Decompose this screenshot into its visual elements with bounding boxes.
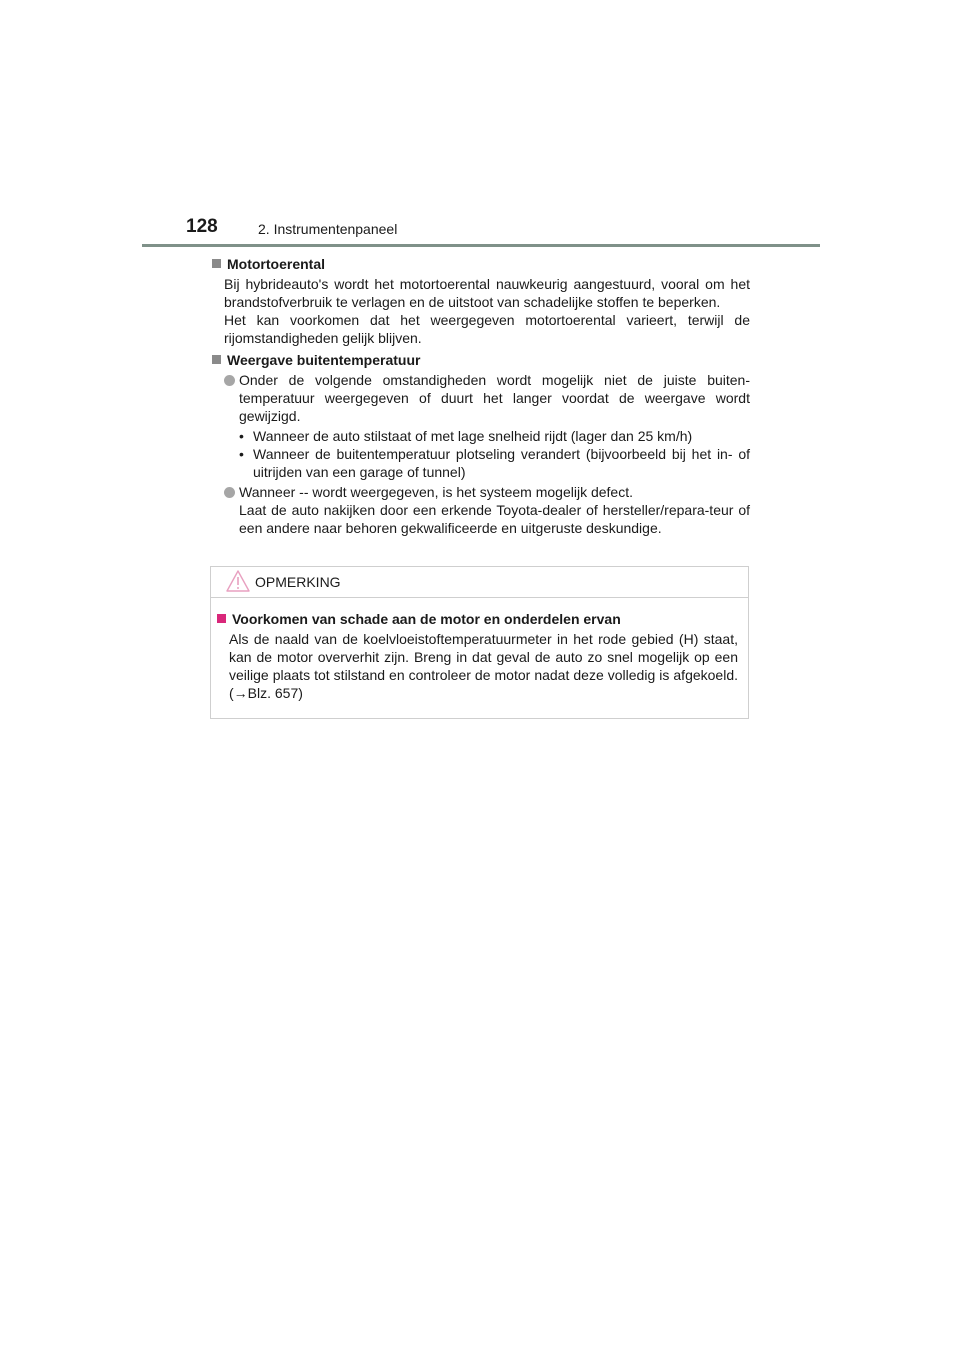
bullet-text-group xyxy=(239,483,750,537)
heading-row xyxy=(215,610,738,628)
main-content xyxy=(210,255,750,541)
heading-row xyxy=(210,351,750,369)
notice-header xyxy=(211,567,748,598)
square-bullet-icon xyxy=(212,355,221,364)
header-rule xyxy=(142,244,820,247)
section-motortoerental xyxy=(210,255,750,347)
bullet-text: Onder de volgende omstandigheden wordt mogelijk niet de juiste buiten-temperatuur weergegeven of duurt het langer voordat de weergave wordt gewijzigd. xyxy=(239,372,750,424)
dot-bullet-icon: • xyxy=(239,446,244,462)
sub-list xyxy=(237,427,750,481)
page-number: 128 xyxy=(186,216,218,237)
notice-label: OPMERKING xyxy=(255,574,341,590)
paragraph: Het kan voorkomen dat het weergegeven motortoerental varieert, terwijl de rijomstandigheden gelijk blijven. xyxy=(224,312,750,346)
notice-text: Als de naald van de koelvloeistoftemperatuurmeter in het rode gebied (H) staat, kan de motor oververhit zijn. Breng in dat geval de auto zo snel mogelijk op een veilige plaats tot stilstand en controleer de motor nadat deze volledig is afgekoeld. (→Blz. 657) xyxy=(229,631,738,701)
dot-bullet-icon: • xyxy=(239,428,244,444)
circle-bullet-icon xyxy=(224,375,235,386)
circle-bullet-item xyxy=(224,371,750,425)
page-header xyxy=(142,214,820,246)
circle-bullet-item xyxy=(224,483,750,537)
list-item xyxy=(237,427,750,445)
section-heading: Weergave buitentemperatuur xyxy=(227,352,421,368)
bullet-text: Wanneer -- wordt weergegeven, is het systeem mogelijk defect. xyxy=(239,484,633,500)
notice-box xyxy=(210,566,749,719)
circle-bullet-icon xyxy=(224,487,235,498)
section-heading: Motortoerental xyxy=(227,256,325,272)
list-item xyxy=(237,445,750,481)
section-title: 2. Instrumentenpaneel xyxy=(258,221,398,237)
warning-triangle-icon xyxy=(225,569,251,593)
list-item-text: Wanneer de buitentemperatuur plotseling verandert (bijvoorbeeld bij het in- of uitrijden van een garage of tunnel) xyxy=(253,446,750,480)
heading-row xyxy=(210,255,750,273)
section-buitentemperatuur xyxy=(210,351,750,537)
notice-heading: Voorkomen van schade aan de motor en onderdelen ervan xyxy=(232,611,621,627)
square-bullet-icon xyxy=(212,259,221,268)
paragraph: Bij hybrideauto's wordt het motortoerental nauwkeurig aangestuurd, vooral om het brandstofverbruik te verlagen en de uitstoot van schadelijke stoffen te beperken. xyxy=(224,276,750,310)
list-item-text: Wanneer de auto stilstaat of met lage snelheid rijdt (lager dan 25 km/h) xyxy=(253,428,693,444)
notice-body xyxy=(211,598,748,702)
square-bullet-icon xyxy=(217,614,226,623)
bullet-text: Laat de auto nakijken door een erkende Toyota-dealer of hersteller/repara-teur of een andere naar behoren gekwalificeerde en uitgeruste deskundige. xyxy=(239,502,750,536)
